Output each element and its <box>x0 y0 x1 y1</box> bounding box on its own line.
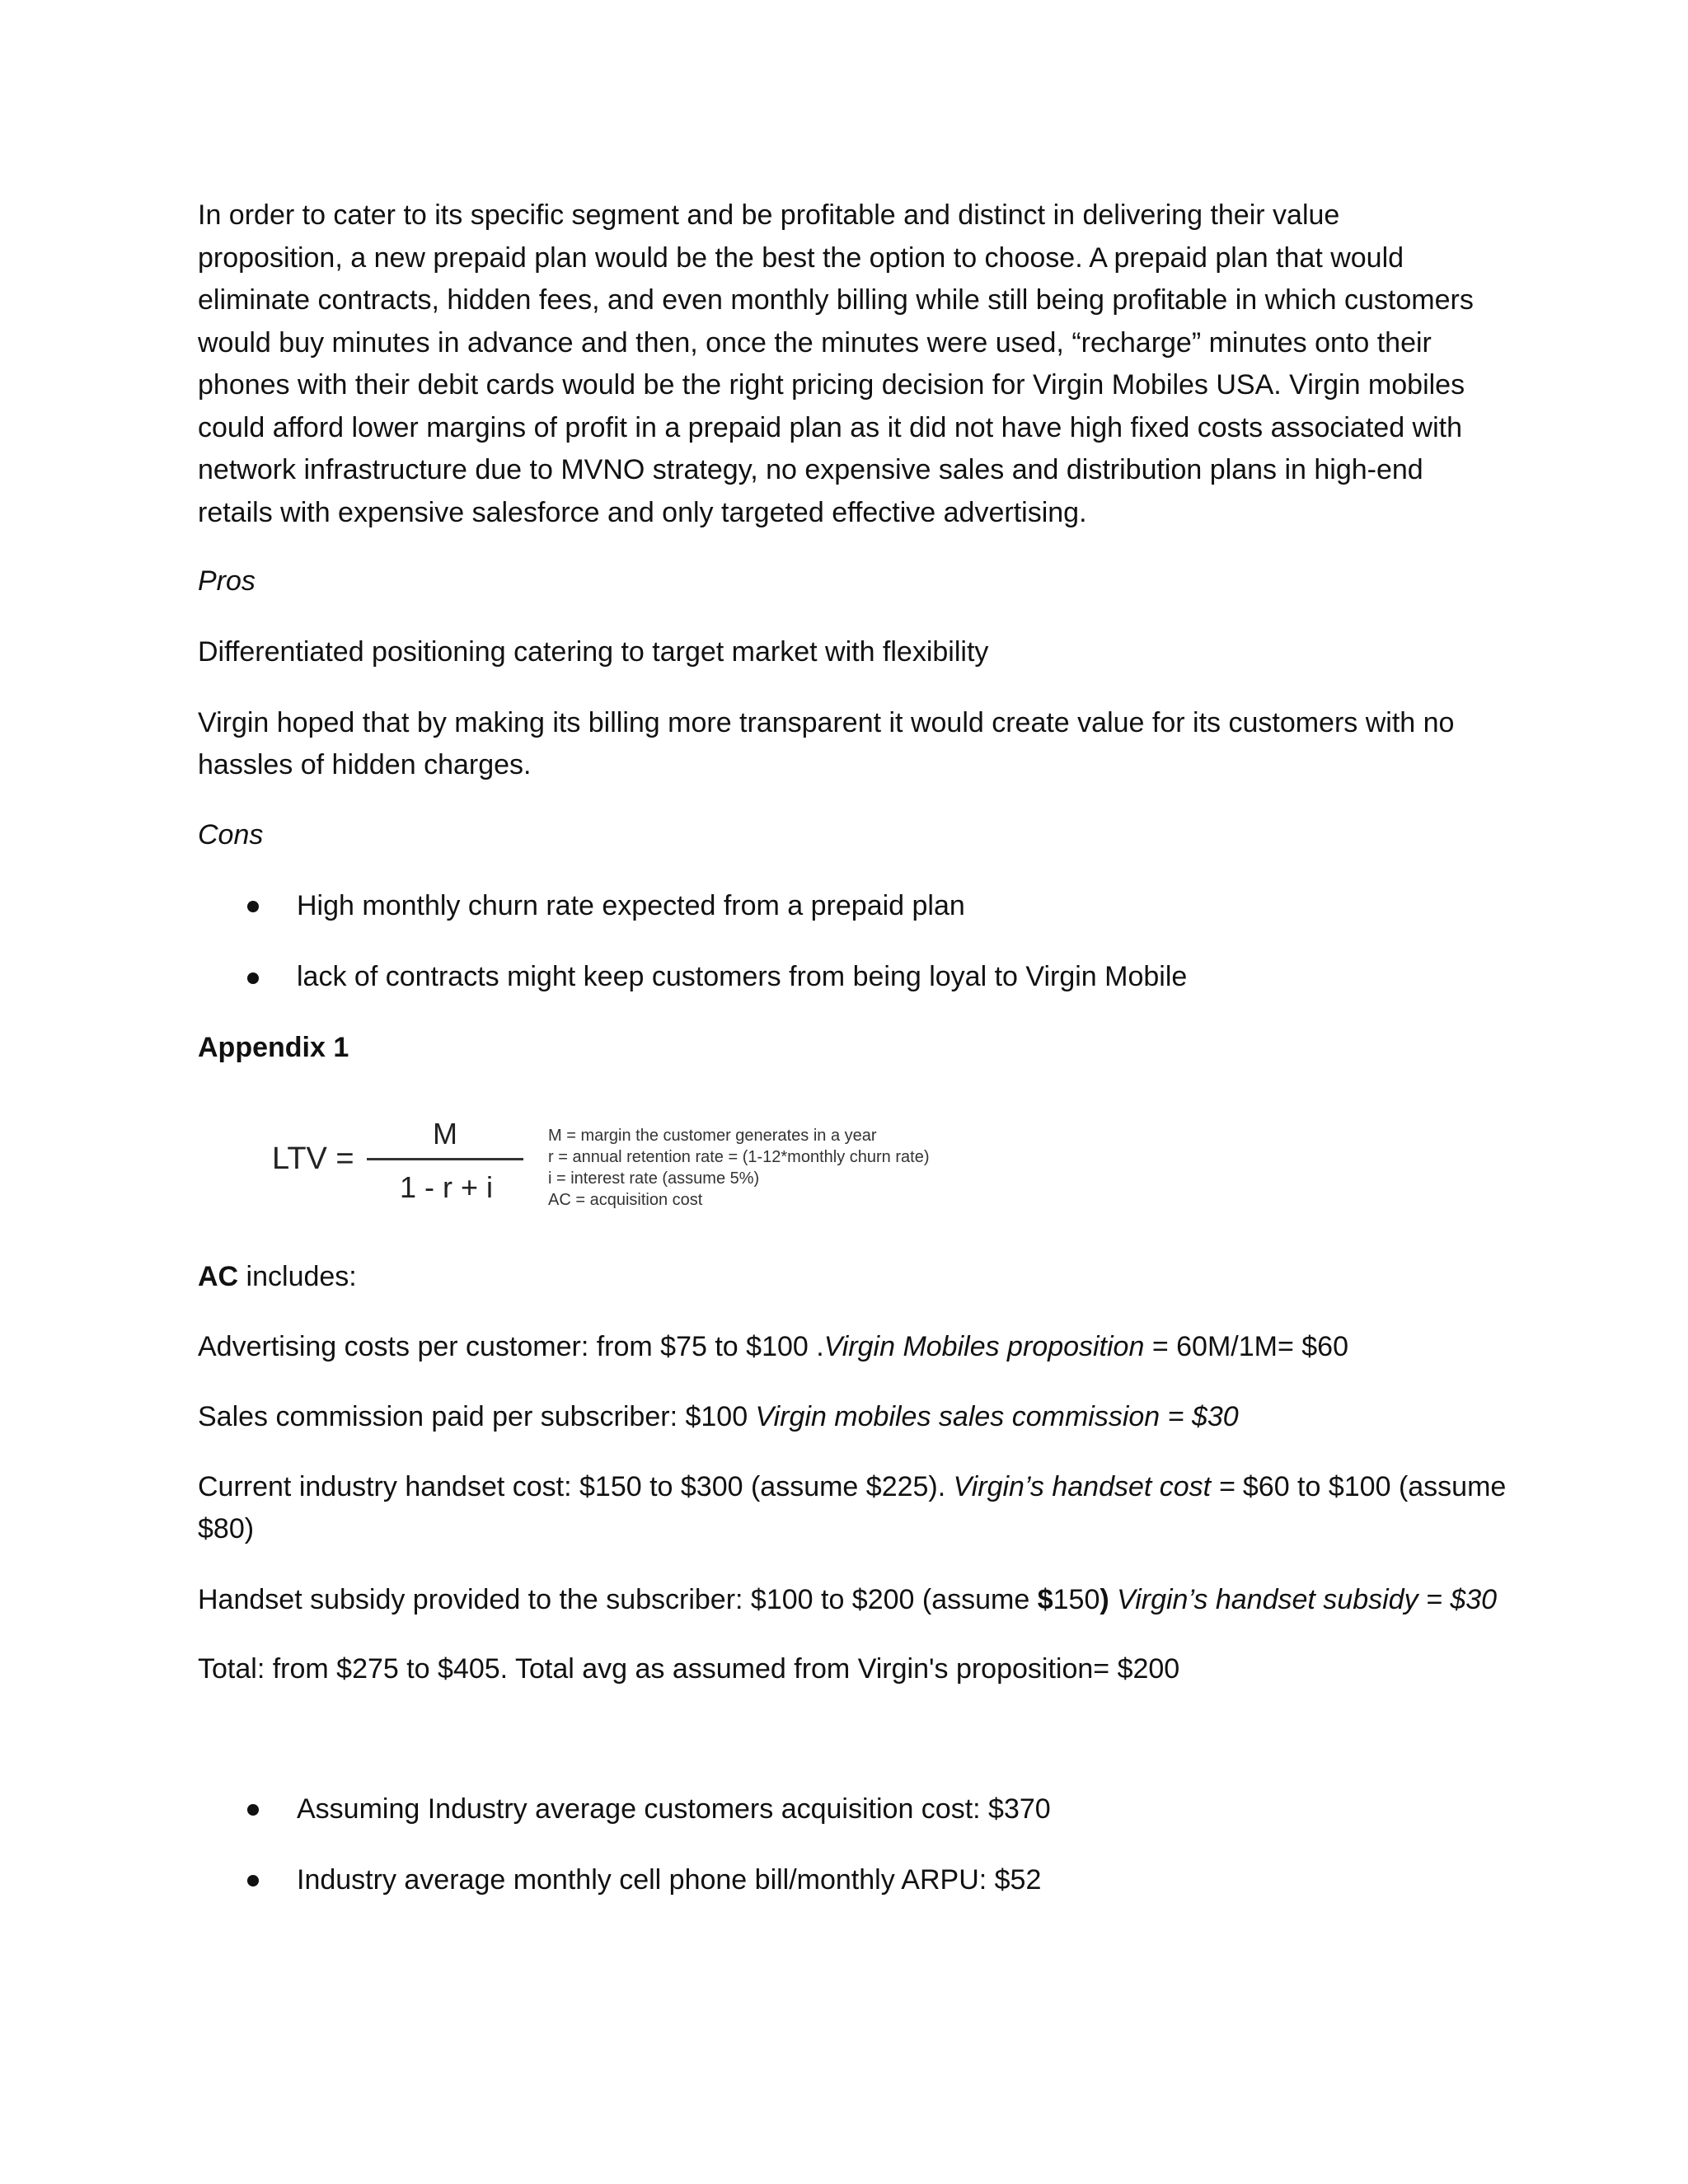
handset-subsidy-line <box>198 1579 1497 1622</box>
handset-cost-line <box>198 1466 1506 1509</box>
formula-lhs: LTV = <box>272 1141 354 1176</box>
intro-line: phones with their debit cards would be the right pricing decision for Virgin Mobiles USA. Virgin mobiles <box>198 369 1465 401</box>
intro-line: retails with expensive salesforce and only targeted effective advertising. <box>198 496 1087 528</box>
intro-line: could afford lower margins of profit in a prepaid plan as it did not have high fixed costs associated with <box>198 411 1463 443</box>
handset-italic: Virgin’s handset cost = <box>953 1471 1236 1502</box>
appendix-title: Appendix 1 <box>198 1032 349 1063</box>
sales-italic: Virgin mobiles sales commission = $30 <box>755 1401 1239 1432</box>
bullet-icon <box>247 901 259 912</box>
advertising-tail: = 60M/1M= $60 <box>1144 1331 1348 1362</box>
legend-line: M = margin the customer generates in a year <box>548 1127 877 1145</box>
intro-line: proposition, a new prepaid plan would be the best the option to choose. A prepaid plan that would <box>198 241 1404 274</box>
handset-cost-line-2: $80) <box>198 1513 255 1544</box>
total-line: Total: from $275 to $405. Total avg as assumed from Virgin's proposition= $200 <box>198 1653 1180 1685</box>
intro-line: eliminate contracts, hidden fees, and even monthly billing while still being profitable in which customers <box>198 284 1474 316</box>
bullet-icon <box>247 1804 259 1816</box>
intro-line: network infrastructure due to MVNO strategy, no expensive sales and distribution plans in high-end <box>198 454 1423 485</box>
sales-commission-line <box>198 1396 1239 1439</box>
pros-line: Virgin hoped that by making its billing more transparent it would create value for its customers with no <box>198 707 1455 738</box>
fraction-bar <box>367 1158 523 1160</box>
intro-line: In order to cater to its specific segment and be profitable and distinct in delivering their value <box>198 199 1340 231</box>
cons-heading: Cons <box>198 819 264 851</box>
handset-text: Current industry handset cost: $150 to $300 (assume $225). <box>198 1471 954 1502</box>
subsidy-bold: ) <box>1100 1584 1109 1615</box>
appendix-bullet-item: Assuming Industry average customers acquisition cost: $370 <box>297 1793 1051 1825</box>
cons-bullet-item: lack of contracts might keep customers from being loyal to Virgin Mobile <box>297 961 1188 992</box>
legend-line: r = annual retention rate = (1-12*monthly churn rate) <box>548 1148 930 1166</box>
pros-line: Differentiated positioning catering to target market with flexibility <box>198 636 989 668</box>
ac-label: AC <box>198 1261 239 1292</box>
advertising-text: Advertising costs per customer: from $75 to $100 . <box>198 1331 824 1362</box>
subsidy-bold: $ <box>1037 1584 1053 1615</box>
intro-paragraph <box>198 194 1500 534</box>
sales-text: Sales commission paid per subscriber: $100 <box>198 1401 756 1432</box>
formula-legend <box>548 1125 929 1211</box>
pros-heading: Pros <box>198 565 256 597</box>
subsidy-italic: Virgin’s handset subsidy = $30 <box>1109 1584 1498 1615</box>
legend-line: i = interest rate (assume 5%) <box>548 1169 760 1188</box>
handset-tail: $60 to $100 (assume <box>1235 1471 1507 1502</box>
bullet-icon <box>247 1875 259 1886</box>
ac-rest: includes: <box>238 1261 357 1292</box>
cons-bullet-item: High monthly churn rate expected from a prepaid plan <box>297 890 965 921</box>
subsidy-mid: 150 <box>1053 1584 1100 1615</box>
advertising-line <box>198 1326 1348 1369</box>
legend-line: AC = acquisition cost <box>548 1191 703 1209</box>
advertising-italic: Virgin Mobiles proposition <box>823 1331 1145 1362</box>
bullet-icon <box>247 972 259 984</box>
formula-numerator: M <box>433 1117 457 1151</box>
pros-line: hassles of hidden charges. <box>198 749 532 780</box>
subsidy-text: Handset subsidy provided to the subscriber: $100 to $200 (assume <box>198 1584 1038 1615</box>
ac-includes <box>198 1256 357 1299</box>
ltv-formula-figure <box>268 1117 1010 1232</box>
formula-denominator: 1 - r + i <box>400 1170 494 1204</box>
appendix-bullet-item: Industry average monthly cell phone bill/monthly ARPU: $52 <box>297 1864 1042 1896</box>
intro-line: would buy minutes in advance and then, once the minutes were used, “recharge” minutes onto their <box>198 326 1432 359</box>
